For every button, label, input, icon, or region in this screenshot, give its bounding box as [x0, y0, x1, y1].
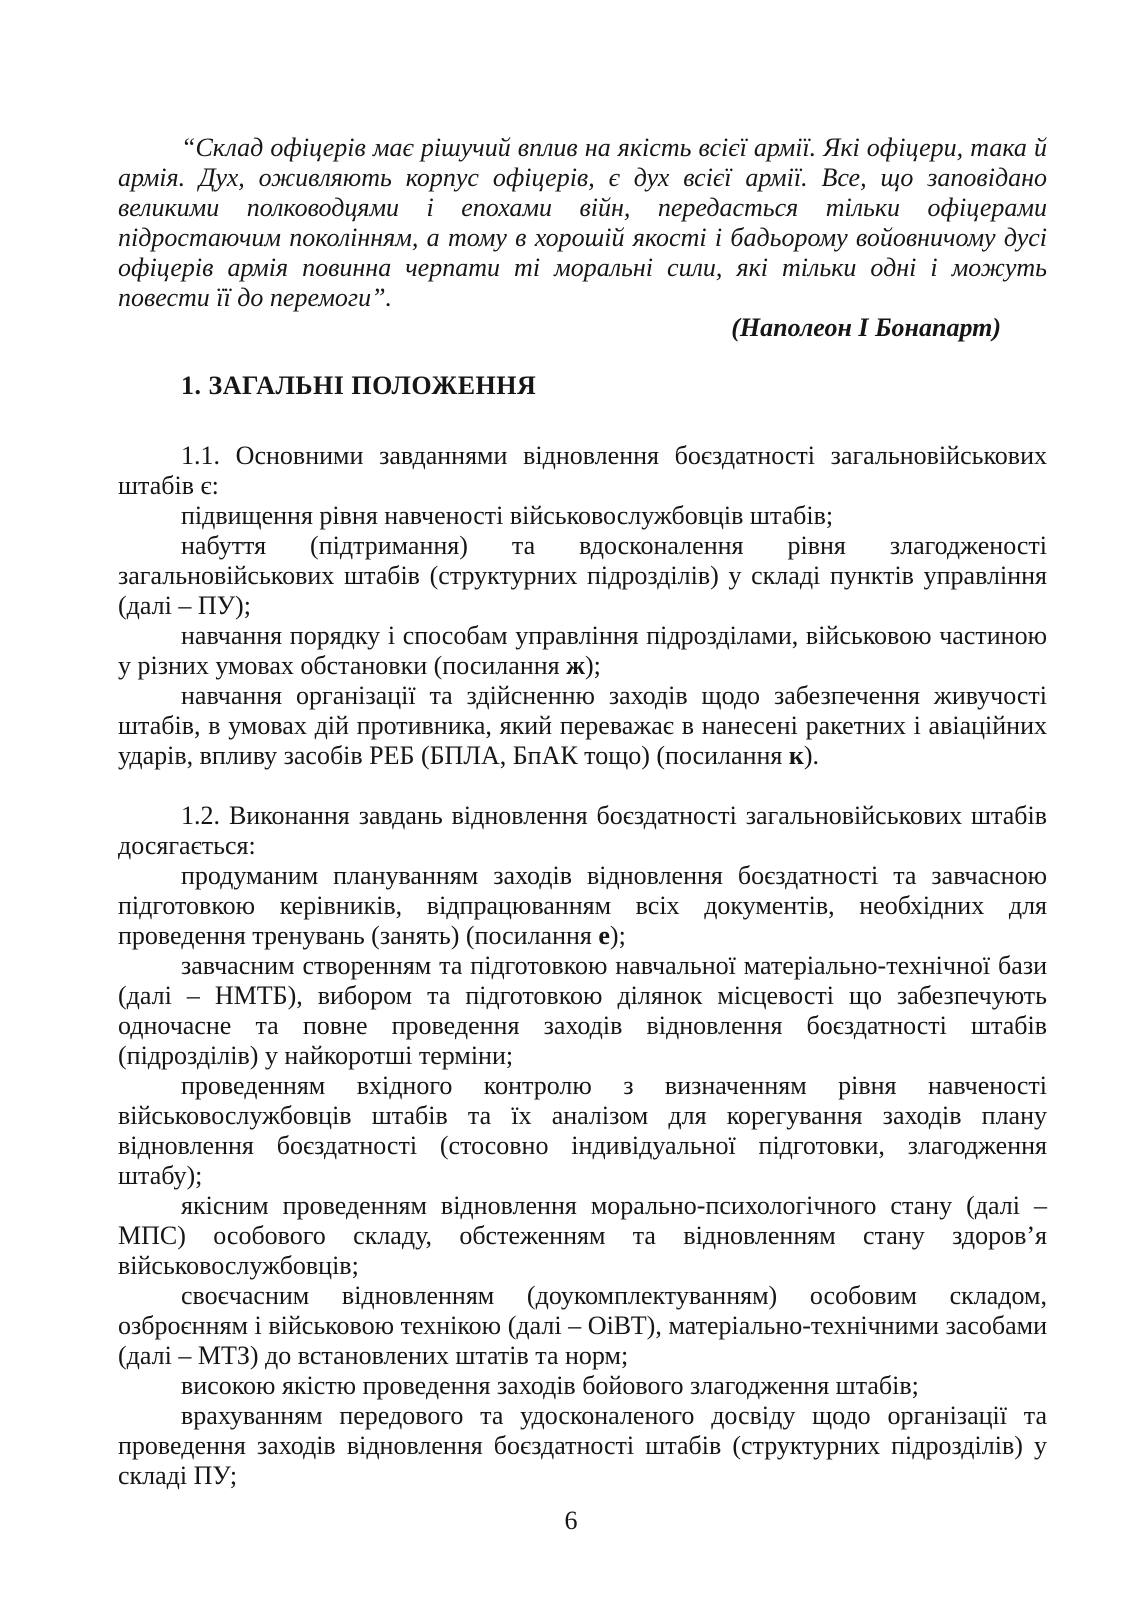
paragraph-text: високою якістю проведення заходів бойового злагодження штабів; — [181, 1371, 919, 1400]
paragraph-text: навчання організації та здійсненню заходів щодо забезпечення живучості штабів, в умовах дій противника, який переважає в нанесені ракетних і авіаційних ударів, впливу засобів РЕБ (БПЛА, БпАК тощо) (посилання — [118, 681, 1047, 770]
paragraph — [118, 801, 1047, 861]
paragraph-text: врахуванням передового та удосконаленого досвіду щодо організації та проведення заходів відновлення боєздатності штабів (структурних підрозділів) у складі ПУ; — [118, 1401, 1047, 1490]
body-paragraphs — [118, 441, 1047, 1491]
paragraph-text: навчання порядку і способам управління підрозділами, військовою частиною у різних умовах обстановки (посилання — [118, 621, 1047, 680]
reference-letter: ж — [566, 651, 585, 680]
paragraph — [118, 621, 1047, 681]
paragraph-text: ); — [609, 921, 626, 950]
paragraph — [118, 681, 1047, 771]
paragraph-text: завчасним створенням та підготовкою навчальної матеріально-технічної бази (далі – НМТБ), вибором та підготовкою ділянок місцевості що забезпечують одночасне та повне проведення заходів відновлення боєздатності штабів (підрозділів) у найкоротші терміни; — [118, 951, 1047, 1070]
paragraph-text: якісним проведенням відновлення морально-психологічного стану (далі – МПС) особового складу, обстеженням та відновленням стану здоров’я військовослужбовців; — [118, 1191, 1047, 1280]
paragraph — [118, 861, 1047, 951]
paragraph — [118, 531, 1047, 621]
paragraph — [118, 951, 1047, 1071]
paragraph-text: 1.1. Основними завданнями відновлення боєздатності загальновійськових штабів є: — [118, 441, 1047, 500]
paragraph — [118, 1401, 1047, 1491]
paragraph-text: проведенням вхідного контролю з визначенням рівня навченості військовослужбовців штабів та їх аналізом для корегування заходів плану відновлення боєздатності (стосовно індивідуальної підготовки, злагодження штабу); — [118, 1071, 1047, 1190]
page-number: 6 — [564, 1506, 578, 1535]
paragraph — [118, 1281, 1047, 1371]
paragraph — [118, 1071, 1047, 1191]
paragraph-text: набуття (підтримання) та вдосконалення рівня злагодженості загальновійськових штабів (структурних підрозділів) у складі пунктів управління (далі – ПУ); — [118, 531, 1047, 620]
paragraph — [118, 1371, 1047, 1401]
section-heading: 1. ЗАГАЛЬНІ ПОЛОЖЕННЯ — [181, 371, 537, 400]
epigraph: “Склад офіцерів має рішучий вплив на якість всієї армії. Які офіцери, така й армія. Дух, оживляють корпус офіцерів, є дух всієї армії. Все, що заповідано великими полководцями і епохами війн, передасться тільки офіцерами підростаючим поколінням, а тому в хорошій якості і бадьорому войовничому дусі офіцерів армія повинна черпати ті моральні сили, які тільки одні і можуть повести її до перемоги”. — [118, 133, 1047, 312]
reference-letter: к — [788, 741, 804, 770]
page-content — [118, 133, 1047, 1491]
epigraph-attribution: (Наполеон І Бонапарт) — [731, 313, 1001, 342]
paragraph — [118, 501, 1047, 531]
paragraph-text: ). — [803, 741, 820, 770]
paragraph-text: підвищення рівня навченості військовослужбовців штабів; — [181, 501, 834, 530]
paragraph-text: своєчасним відновленням (доукомплектуванням) особовим складом, озброєнням і військовою технікою (далі – ОіВТ), матеріально-технічними засобами (далі – МТЗ) до встановлених штатів та норм; — [118, 1281, 1047, 1370]
paragraph — [118, 1191, 1047, 1281]
reference-letter: е — [598, 921, 610, 950]
paragraph-text: 1.2. Виконання завдань відновлення боєздатності загальновійськових штабів досягається: — [118, 801, 1047, 860]
paragraph-text: ); — [584, 651, 601, 680]
paragraph — [118, 441, 1047, 501]
paragraph-text: продуманим плануванням заходів відновлення боєздатності та завчасною підготовкою керівників, відпрацюванням всіх документів, необхідних для проведення тренувань (занять) (посилання — [118, 861, 1047, 950]
